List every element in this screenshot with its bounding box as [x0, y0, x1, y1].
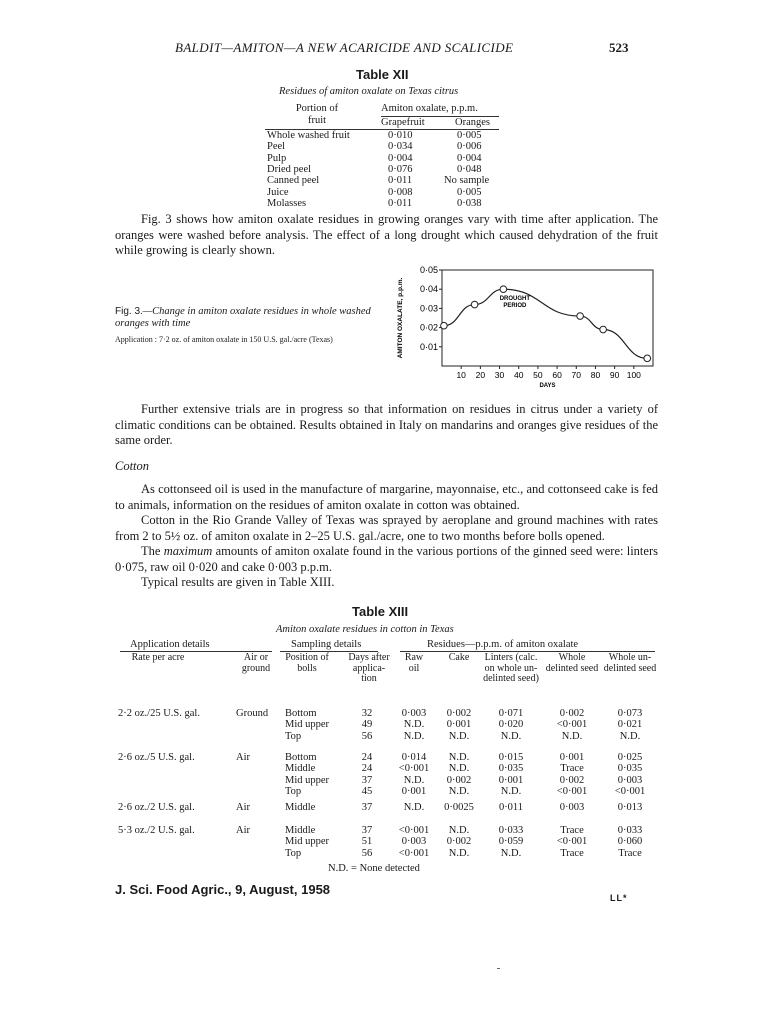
table13-rate: 2·2 oz./25 U.S. gal. — [118, 708, 200, 719]
table12-cell: 0·011 — [388, 175, 413, 187]
table13-cell: 37 — [361, 825, 373, 836]
table13-title: Table XIII — [352, 604, 409, 619]
y-axis-label: AMITON OXALATE, p.p.m. — [397, 277, 404, 359]
paragraph-cottonseed-oil: As cottonseed oil is used in the manufacture of margarine, mayonnaise, etc., and cottonseed cake is fed to animals, information on the residues of amiton oxalate in cotton was obtained. — [115, 482, 658, 512]
table13-cell: N.D. — [448, 785, 470, 797]
table13-position: Mid upper — [285, 836, 330, 848]
table13-cell: 0·002 — [446, 774, 472, 786]
table13-method: Ground — [236, 708, 269, 719]
x-tick-label: 100 — [626, 370, 641, 380]
table13-group-application: Application details — [130, 639, 210, 650]
table13-cell: 0·013 — [617, 802, 643, 813]
table13-cell: 0·014 — [401, 752, 427, 763]
table13-cell: 0·025 — [617, 752, 643, 763]
y-tick-label: 0·01 — [419, 341, 438, 352]
figure3-label: Fig. 3. — [115, 306, 143, 317]
table13-cell: 0·059 — [498, 836, 524, 848]
table12-title: Table XII — [356, 67, 409, 82]
table13-cell: 0·003 — [559, 802, 585, 813]
table12-cell: 0·011 — [388, 197, 413, 209]
table13-cell: 0·021 — [617, 719, 643, 731]
x-tick-label: 20 — [475, 370, 486, 380]
paragraph-text: Further extensive trials are in progress so that information on residues in citrus under a variety of climatic conditions can be obtained. Results obtained in Italy on mandarins and oranges give residues of the same order. — [115, 402, 658, 447]
table13-cell: 0·020 — [498, 719, 524, 731]
table12-col1-header-line1: Portion of — [295, 103, 339, 114]
table13-cell: <0·001 — [556, 836, 588, 848]
table13-header-raw-oil: Raw oil — [404, 652, 424, 674]
table13-cell: <0·001 — [398, 847, 430, 859]
table13-position: Bottom — [285, 752, 317, 763]
section-heading-text: Cotton — [115, 459, 150, 473]
table13-group-residues: Residues—p.p.m. of amiton oxalate — [427, 639, 579, 650]
annotation-drought: DROUGHT — [499, 295, 531, 302]
table13-method: Air — [236, 825, 250, 836]
x-tick-label: 60 — [552, 370, 562, 380]
x-tick-label: 80 — [590, 370, 601, 380]
table12-cell: 0·034 — [388, 141, 413, 153]
table13-cell: N.D. — [500, 847, 522, 859]
signature-mark: LL* — [610, 893, 628, 903]
y-tick-label: 0·05 — [419, 265, 438, 275]
table12-subheader-oranges: Oranges — [455, 117, 490, 128]
table12-cell: 0·005 — [457, 186, 482, 198]
table13-cell: 24 — [361, 763, 373, 775]
table13-cell: <0·001 — [398, 825, 430, 836]
table13-cell: N.D. — [403, 774, 425, 786]
x-tick-label: 30 — [494, 370, 505, 380]
table13-cell: 0·033 — [498, 825, 524, 836]
table13-cell: 0·001 — [401, 785, 427, 797]
table13-cell: 0·060 — [617, 836, 643, 848]
table13-header-rate: Rate per acre — [131, 652, 185, 663]
table13-position: Top — [285, 847, 302, 859]
x-tick-label: 40 — [513, 370, 524, 380]
table13-group-sampling: Sampling details — [291, 639, 362, 650]
table12-cell: 0·010 — [388, 130, 413, 141]
figure3-caption-text: —Change in amiton oxalate residues in whole washed oranges with time — [115, 306, 371, 329]
table12-row-label: Whole washed fruit — [267, 130, 350, 141]
table12-cell: 0·006 — [457, 141, 482, 153]
annotation-period: PERIOD — [503, 302, 527, 309]
table13-position: Mid upper — [285, 719, 330, 731]
table12-row-label: Dried peel — [267, 163, 312, 175]
table13-cell: N.D. — [448, 825, 470, 836]
text: amounts of amiton oxalate found in the various portions of the ginned seed were: linters 0·075, raw oil 0·020 and cake 0·003 p.p.m. — [115, 544, 658, 574]
table13-cell: 0·002 — [559, 774, 585, 786]
table13-cell: 0·073 — [617, 708, 643, 719]
table12-cell: 0·048 — [457, 163, 482, 175]
table13-cell: 56 — [361, 730, 373, 742]
table13-position: Bottom — [285, 708, 317, 719]
figure3-application-note: Application : 7·2 oz. of amiton oxalate in 150 U.S. gal./acre (Texas) — [115, 335, 333, 344]
table13-cell: N.D. — [403, 730, 425, 742]
table13-cell: <0·001 — [398, 763, 430, 775]
table13-cell: 0·015 — [498, 752, 524, 763]
table13-cell: 45 — [361, 785, 373, 797]
table13-cell: <0·001 — [556, 719, 588, 731]
table13-footnote: N.D. = None detected — [328, 863, 420, 874]
table13-position: Middle — [285, 825, 316, 836]
y-tick-label: 0·04 — [419, 284, 438, 295]
table13-cell: 0·001 — [559, 752, 585, 763]
paragraph-typical-results: Typical results are given in Table XIII. — [141, 575, 335, 589]
table12-cell: 0·004 — [457, 152, 482, 164]
table13-cell: N.D. — [448, 847, 470, 859]
table13-header-whole-undelinted: Whole un- delinted seed — [603, 652, 657, 674]
table12-subheader-grapefruit: Grapefruit — [381, 117, 425, 128]
table13-cell: N.D. — [448, 730, 470, 742]
text: The — [141, 544, 164, 558]
table13-cell: <0·001 — [556, 785, 588, 797]
table13-cell: 0·002 — [446, 708, 472, 719]
table13-header-whole-delinted: Whole delinted seed — [545, 652, 599, 674]
table13-position: Top — [285, 785, 302, 797]
table13-cell: N.D. — [448, 752, 470, 763]
table12-cell: 0·076 — [388, 163, 413, 175]
table13-cell: 0·071 — [498, 708, 524, 719]
table13-cell: N.D. — [619, 730, 641, 742]
table13-cell: 0·0025 — [444, 802, 474, 813]
table13-cell: <0·001 — [614, 785, 646, 797]
table13-cell: 24 — [361, 752, 373, 763]
table13-position: Middle — [285, 802, 316, 813]
table13-cell: N.D. — [403, 719, 425, 731]
paragraph-rio-grande: Cotton in the Rio Grande Valley of Texas was sprayed by aeroplane and ground machines with rates from 2 to 5½ oz. of amiton oxalate in 2–25 U.S. gal./acre, one to two months before bolls opened. — [115, 513, 658, 543]
table13-cell: 0·003 — [401, 836, 427, 848]
table13-header-position: Position of bolls — [285, 652, 329, 674]
table13-cell: N.D. — [448, 763, 470, 775]
x-tick-label: 10 — [456, 370, 466, 380]
emphasis: maximum — [163, 544, 213, 558]
table13-cell: 0·003 — [617, 774, 643, 786]
table12-row-label: Canned peel — [267, 175, 320, 187]
page-number: 523 — [609, 40, 629, 55]
table13-cell: 0·033 — [617, 825, 643, 836]
table13-cell: Trace — [560, 763, 584, 775]
table13-cell: Trace — [618, 847, 642, 859]
table13-cell: 0·035 — [617, 763, 643, 775]
table12-row-label: Molasses — [267, 197, 307, 209]
table12-cell: No sample — [444, 175, 490, 187]
table13-header-linters: Linters (calc. on whole un- delinted seed) — [483, 652, 539, 684]
table13-cell: N.D. — [500, 730, 522, 742]
table12-row-label: Juice — [267, 186, 289, 198]
table13-cell: 0·001 — [446, 719, 472, 731]
journal-footer: J. Sci. Food Agric., 9, August, 1958 — [115, 882, 331, 897]
table13-position: Middle — [285, 763, 316, 775]
table13-cell: 0·011 — [498, 802, 524, 813]
table13-rate: 5·3 oz./2 U.S. gal. — [118, 825, 195, 836]
table13-caption: Amiton oxalate residues in cotton in Texas — [276, 624, 454, 635]
table13-cell: 37 — [361, 802, 373, 813]
table13-cell: N.D. — [500, 785, 522, 797]
table13-cell: 0·001 — [498, 774, 524, 786]
table13-cell: N.D. — [403, 802, 425, 813]
table12-row-label: Peel — [267, 141, 286, 153]
table12-cell: 0·008 — [388, 186, 413, 198]
scan-speck — [497, 968, 500, 969]
table13-cell: 37 — [361, 774, 373, 786]
x-tick-label: 50 — [533, 370, 543, 380]
table13-cell: Trace — [560, 847, 584, 859]
table12-col1-header-line2: fruit — [307, 114, 327, 126]
x-tick-label: 90 — [609, 370, 620, 380]
table12-cell: 0·038 — [457, 197, 482, 209]
table13-method: Air — [236, 752, 250, 763]
table12-cell: 0·005 — [457, 130, 482, 141]
running-header: BALDIT—AMITON—A NEW ACARICIDE AND SCALICIDE — [175, 40, 514, 55]
table12-group-header: Amiton oxalate, p.p.m. — [381, 103, 478, 114]
table13-position: Top — [285, 730, 302, 742]
x-tick-label: 70 — [571, 370, 582, 380]
table13-rate: 2·6 oz./5 U.S. gal. — [118, 752, 195, 763]
table12-row-label: Pulp — [267, 152, 287, 164]
table13-cell: 0·002 — [559, 708, 585, 719]
table13-header-days: Days after applica- tion — [348, 652, 390, 684]
table13-cell: 0·035 — [498, 763, 524, 775]
table13-header-cake: Cake — [448, 652, 470, 663]
table13-cell: 49 — [361, 719, 373, 731]
paragraph-text: Fig. 3 shows how amiton oxalate residues in growing oranges vary with time after application. The oranges were washed before analysis. The effect of a long drought which caused dehydration of the fruit while growing is clearly shown. — [115, 212, 658, 257]
table13-cell: 32 — [361, 708, 373, 719]
table13-cell: N.D. — [561, 730, 583, 742]
table13-position: Mid upper — [285, 774, 330, 786]
y-tick-label: 0·03 — [419, 303, 438, 314]
table12-caption: Residues of amiton oxalate on Texas citrus — [279, 86, 459, 97]
table13-rate: 2·6 oz./2 U.S. gal. — [118, 802, 195, 813]
table12-cell: 0·004 — [388, 152, 413, 164]
table13-header-air-ground: Air or ground — [241, 652, 271, 674]
table13-method: Air — [236, 802, 250, 813]
table13-cell: 0·003 — [401, 708, 427, 719]
y-tick-label: 0·02 — [419, 322, 438, 333]
table13-cell: 56 — [361, 847, 373, 859]
x-axis-label: DAYS — [539, 383, 556, 389]
table13-cell: 51 — [361, 836, 373, 848]
table13-cell: Trace — [560, 825, 584, 836]
table13-cell: 0·002 — [446, 836, 472, 848]
